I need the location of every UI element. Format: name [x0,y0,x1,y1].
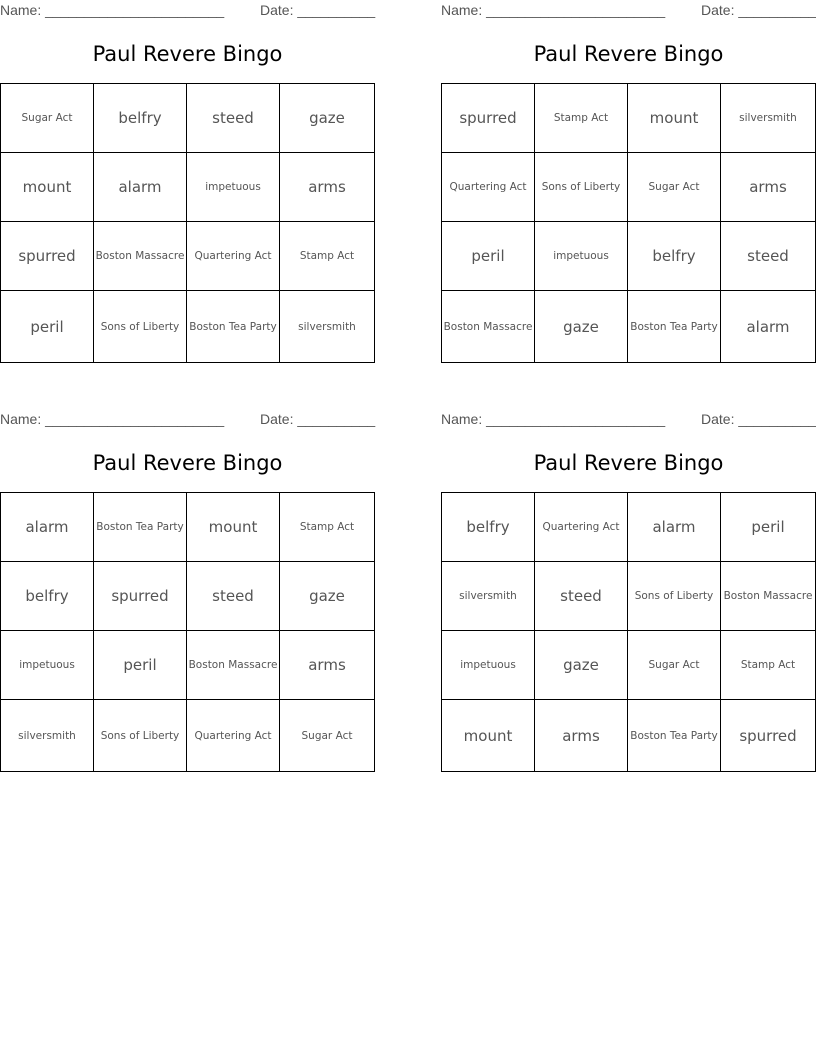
bingo-cell: silversmith [298,320,356,333]
bingo-cell: Sons of Liberty [94,291,187,362]
bingo-cell: arms [721,153,815,222]
bingo-cell: Boston Massacre [721,562,815,631]
bingo-cell: Quartering Act [535,493,628,562]
card-title: Paul Revere Bingo [92,42,283,66]
bingo-cell: Stamp Act [280,493,374,562]
bingo-cell: mount [628,84,721,153]
bingo-cell: belfry [628,222,721,291]
name-date-line [0,411,375,429]
bingo-grid [0,492,375,772]
bingo-cell: Boston Tea Party [628,291,721,362]
date-field-label: Date: __________ [260,2,376,18]
bingo-cell: Sugar Act [1,84,94,153]
bingo-cell: belfry [94,84,187,153]
bingo-cell: impetuous [187,153,280,222]
bingo-cell: alarm [1,493,94,562]
bingo-cell: gaze [280,84,374,153]
bingo-cell: peril [1,291,94,362]
bingo-cell: silversmith [442,562,535,631]
date-field-label: Date: __________ [701,411,816,427]
bingo-cell: arms [535,700,628,771]
date-field-label: Date: __________ [701,2,816,18]
bingo-cell: Quartering Act [187,700,280,771]
bingo-cell: Boston Tea Party [187,291,280,362]
bingo-cell: belfry [1,562,94,631]
bingo-cell: Boston Tea Party [628,700,721,771]
bingo-cell: Quartering Act [442,153,535,222]
bingo-cell: impetuous [442,631,535,700]
card-title: Paul Revere Bingo [533,451,724,475]
bingo-cell: arms [280,153,374,222]
bingo-cell: impetuous [1,631,94,700]
bingo-cell: peril [721,493,815,562]
bingo-cell: Sons of Liberty [628,562,721,631]
bingo-grid [441,492,816,772]
bingo-cell: mount [442,700,535,771]
card-title: Paul Revere Bingo [533,42,724,66]
name-field-label: Name: _______________________ [441,2,666,18]
bingo-cell: steed [187,562,280,631]
bingo-cell: peril [94,631,187,700]
bingo-cell: Boston Massacre [442,291,535,362]
name-date-line [441,2,816,20]
bingo-cell: impetuous [535,222,628,291]
bingo-cell: silversmith [721,84,815,153]
bingo-cell: Boston Massacre [94,222,187,291]
bingo-cell: gaze [535,631,628,700]
bingo-cell: Stamp Act [535,84,628,153]
bingo-cell: spurred [442,84,535,153]
bingo-cell: steed [535,562,628,631]
bingo-cell: Boston Tea Party [94,493,187,562]
bingo-grid [441,83,816,363]
date-field-label: Date: __________ [260,411,376,427]
bingo-cell: mount [187,493,280,562]
bingo-cell: alarm [746,317,790,336]
bingo-cell: steed [187,84,280,153]
bingo-cell: spurred [94,562,187,631]
bingo-cell: gaze [535,291,628,362]
bingo-cell: steed [721,222,815,291]
bingo-cell: spurred [1,222,94,291]
bingo-cell: alarm [628,493,721,562]
bingo-cell: arms [280,631,374,700]
bingo-cell: Stamp Act [280,222,374,291]
bingo-cell: Stamp Act [721,631,815,700]
bingo-cell: Sugar Act [628,631,721,700]
bingo-cell: peril [442,222,535,291]
bingo-cell: spurred [739,726,797,745]
bingo-cell: Boston Massacre [187,631,280,700]
name-field-label: Name: _______________________ [0,411,225,427]
name-field-label: Name: _______________________ [0,2,225,18]
bingo-cell: Sugar Act [628,153,721,222]
bingo-cell: gaze [280,562,374,631]
bingo-cell: Sons of Liberty [535,153,628,222]
bingo-cell: mount [1,153,94,222]
bingo-cell: Quartering Act [187,222,280,291]
name-date-line [441,411,816,429]
bingo-cell: Sugar Act [301,729,353,742]
card-title: Paul Revere Bingo [92,451,283,475]
bingo-cell: silversmith [1,700,94,771]
bingo-grid [0,83,375,363]
name-date-line [0,2,375,20]
bingo-cell: belfry [442,493,535,562]
bingo-cell: alarm [94,153,187,222]
bingo-cell: Sons of Liberty [94,700,187,771]
name-field-label: Name: _______________________ [441,411,666,427]
